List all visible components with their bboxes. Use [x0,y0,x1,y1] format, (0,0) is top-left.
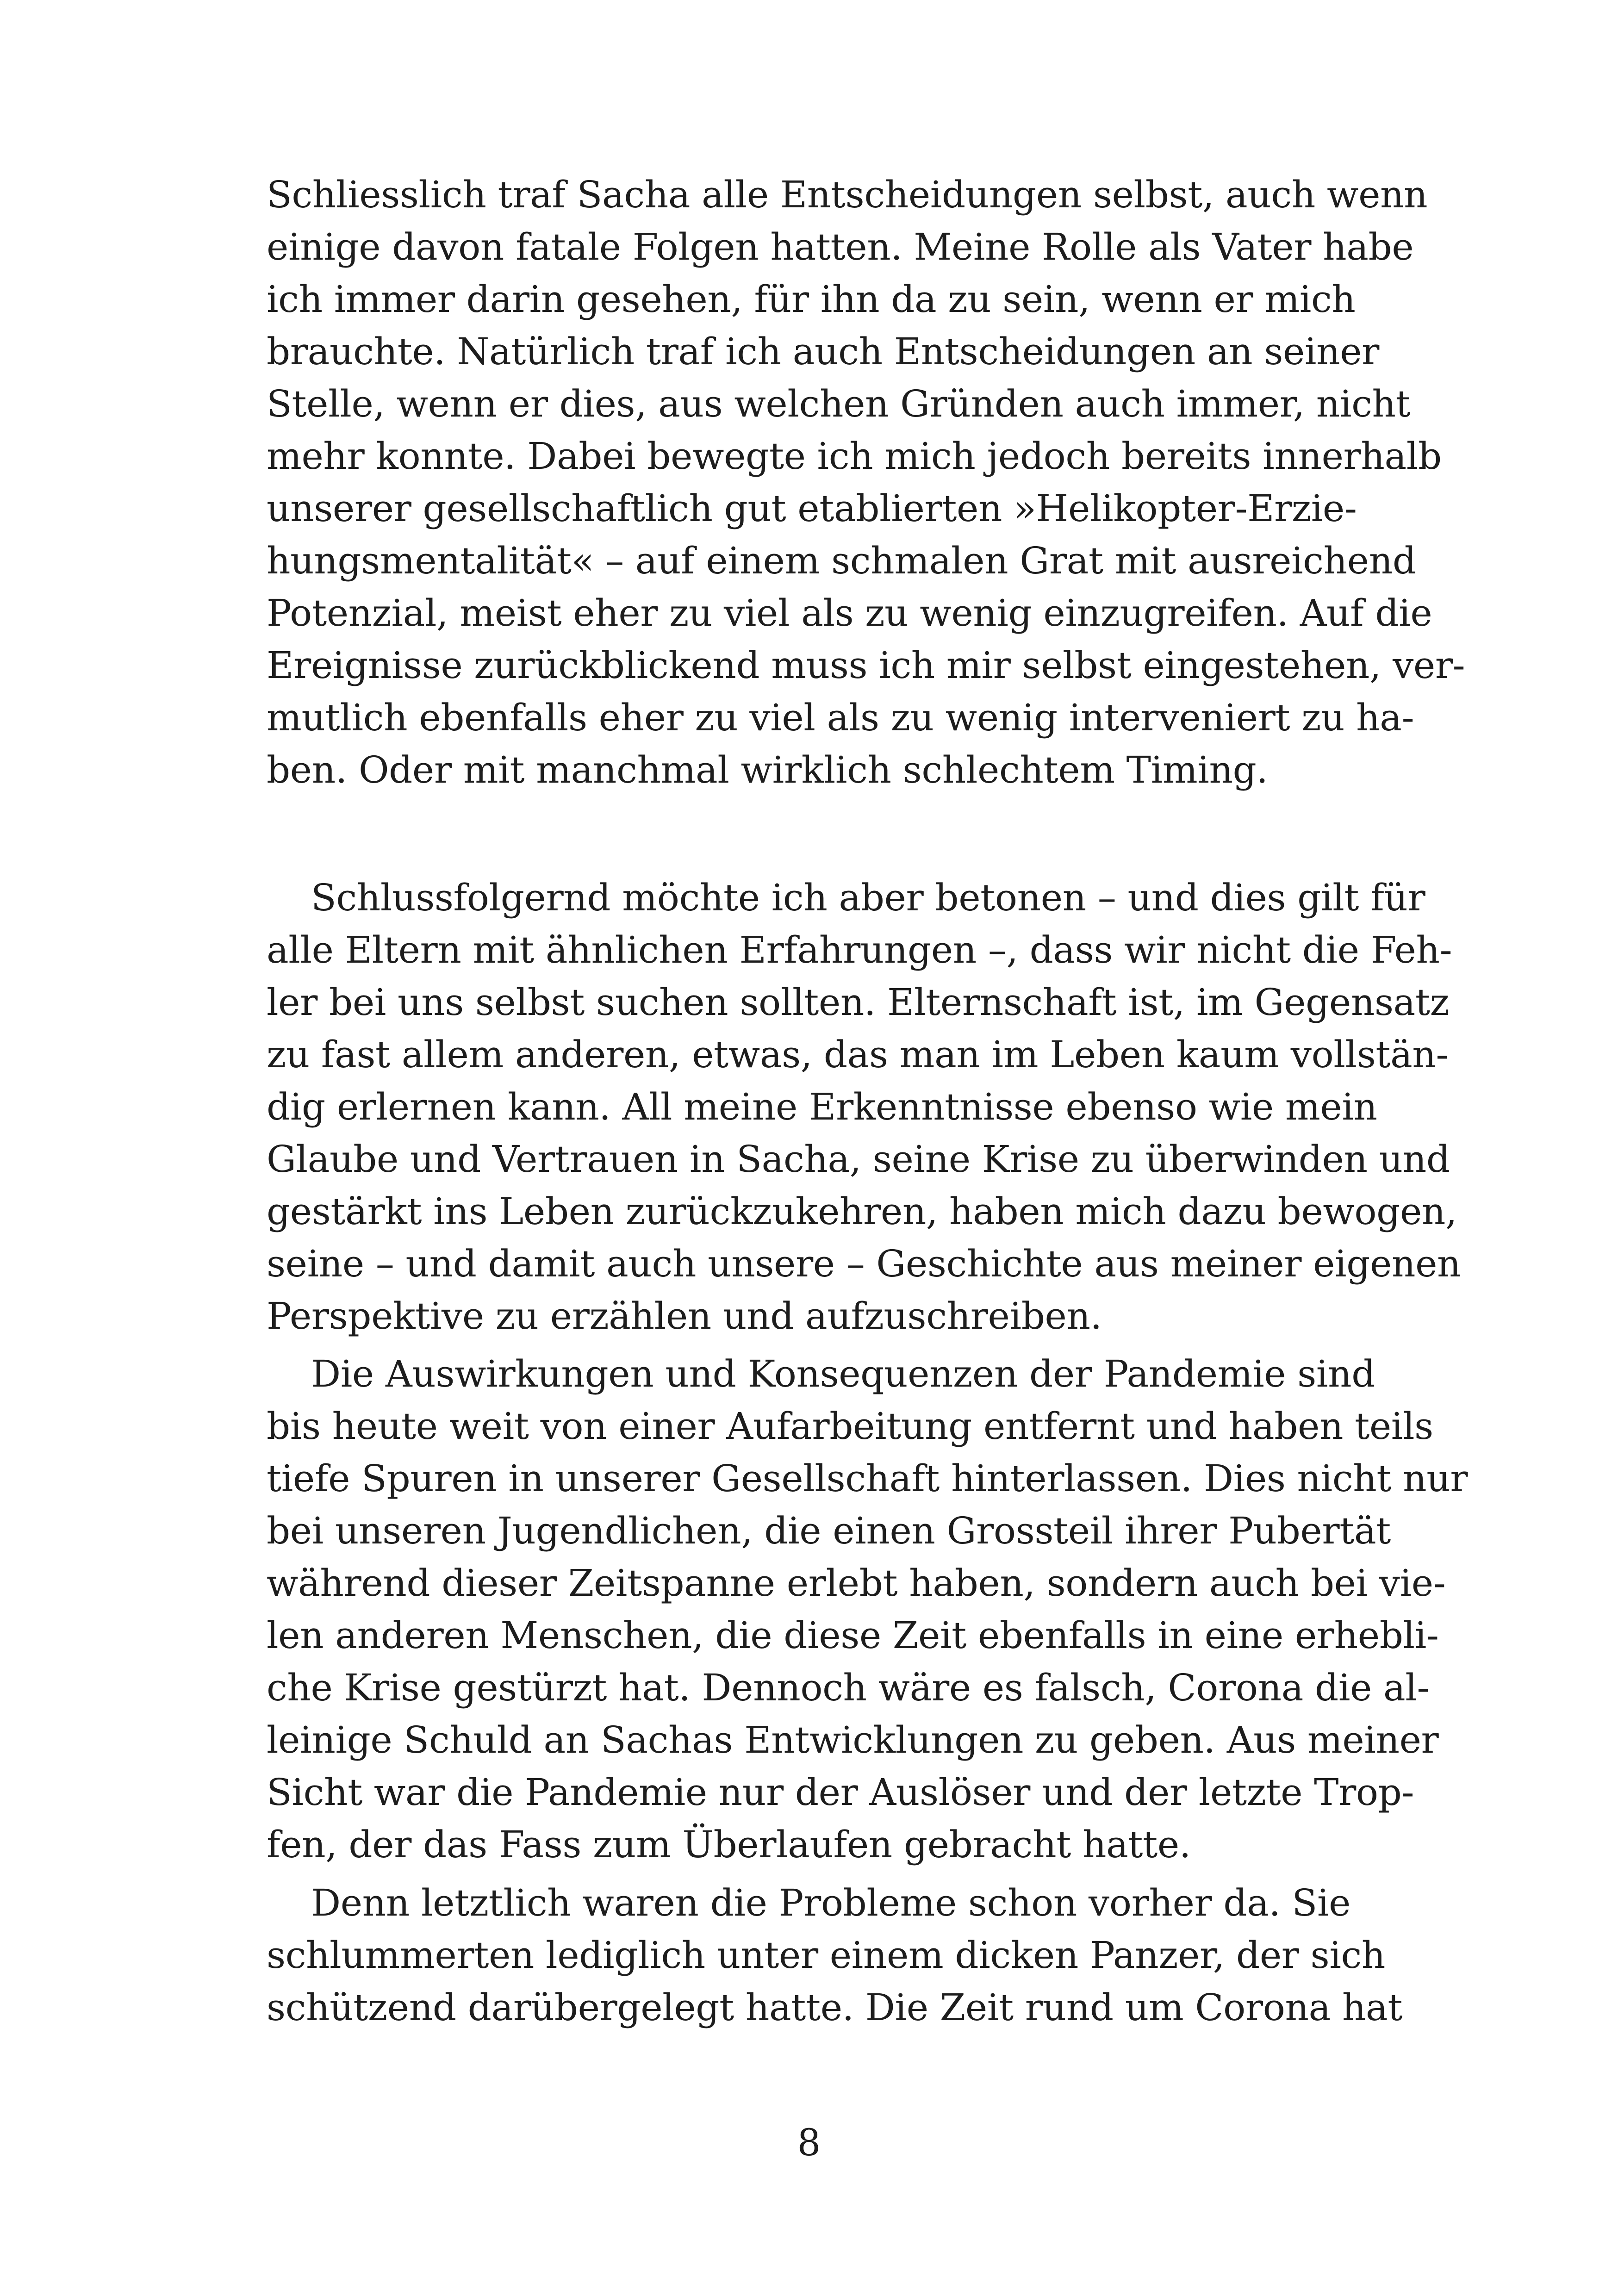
text-line: fen, der das Fass zum Überlaufen gebracht hatte. [267,1823,1191,1866]
page-number: 8 [797,2121,821,2164]
text-line: unserer gesellschaftlich gut etablierten »Helikopter-Erzie- [267,487,1357,530]
text-column [267,0,1468,2296]
text-line: schlummerten lediglich unter einem dicken Panzer, der sich [267,1934,1386,1977]
text-line: brauchte. Natürlich traf ich auch Entscheidungen an seiner [267,330,1380,373]
text-line: Glaube und Vertrauen in Sacha, seine Krise zu überwinden und [267,1138,1450,1181]
text-line: ler bei uns selbst suchen sollten. Elternschaft ist, im Gegensatz [267,981,1450,1024]
text-line: bei unseren Jugendlichen, die einen Grossteil ihrer Pubertät [267,1509,1391,1552]
text-line: alle Eltern mit ähnlichen Erfahrungen –, dass wir nicht die Feh- [267,928,1452,971]
text-line: mutlich ebenfalls eher zu viel als zu wenig interveniert zu ha- [267,696,1414,739]
text-line: Die Auswirkungen und Konsequenzen der Pandemie sind [311,1352,1375,1395]
text-line: einige davon fatale Folgen hatten. Meine Rolle als Vater habe [267,225,1414,268]
text-line: während dieser Zeitspanne erlebt haben, sondern auch bei vie- [267,1562,1446,1605]
text-line: len anderen Menschen, die diese Zeit ebenfalls in eine erhebli- [267,1614,1439,1657]
text-line: Sicht war die Pandemie nur der Auslöser und der letzte Trop- [267,1771,1414,1814]
text-line: Potenzial, meist eher zu viel als zu wenig einzugreifen. Auf die [267,591,1432,635]
text-line: Stelle, wenn er dies, aus welchen Gründen auch immer, nicht [267,382,1411,425]
text-line: dig erlernen kann. All meine Erkenntnisse ebenso wie mein [267,1085,1377,1128]
text-line: schützend darübergelegt hatte. Die Zeit rund um Corona hat [267,1986,1403,2029]
text-line: ben. Oder mit manchmal wirklich schlechtem Timing. [267,748,1268,791]
text-line: Perspektive zu erzählen und aufzuschreiben. [267,1294,1102,1338]
text-line: seine – und damit auch unsere – Geschichte aus meiner eigenen [267,1242,1461,1285]
text-line: mehr konnte. Dabei bewegte ich mich jedoch bereits innerhalb [267,435,1442,478]
text-line: Ereignisse zurückblickend muss ich mir selbst eingestehen, ver- [267,644,1465,687]
text-line: gestärkt ins Leben zurückzukehren, haben mich dazu bewogen, [267,1190,1457,1233]
text-line: Denn letztlich waren die Probleme schon vorher da. Sie [311,1881,1351,1924]
text-line: ich immer darin gesehen, für ihn da zu sein, wenn er mich [267,278,1356,321]
text-line: hungsmentalität« – auf einem schmalen Grat mit ausreichend [267,539,1416,582]
text-line: Schliesslich traf Sacha alle Entscheidungen selbst, auch wenn [267,173,1428,216]
text-line: zu fast allem anderen, etwas, das man im Leben kaum vollstän- [267,1033,1449,1076]
text-line: bis heute weit von einer Aufarbeitung entfernt und haben teils [267,1405,1433,1448]
text-line: che Krise gestürzt hat. Dennoch wäre es falsch, Corona die al- [267,1666,1430,1709]
text-line: Schlussfolgernd möchte ich aber betonen – und dies gilt für [311,876,1425,919]
text-line: tiefe Spuren in unserer Gesellschaft hinterlassen. Dies nicht nur [267,1457,1468,1500]
text-line: leinige Schuld an Sachas Entwicklungen zu geben. Aus meiner [267,1718,1439,1761]
